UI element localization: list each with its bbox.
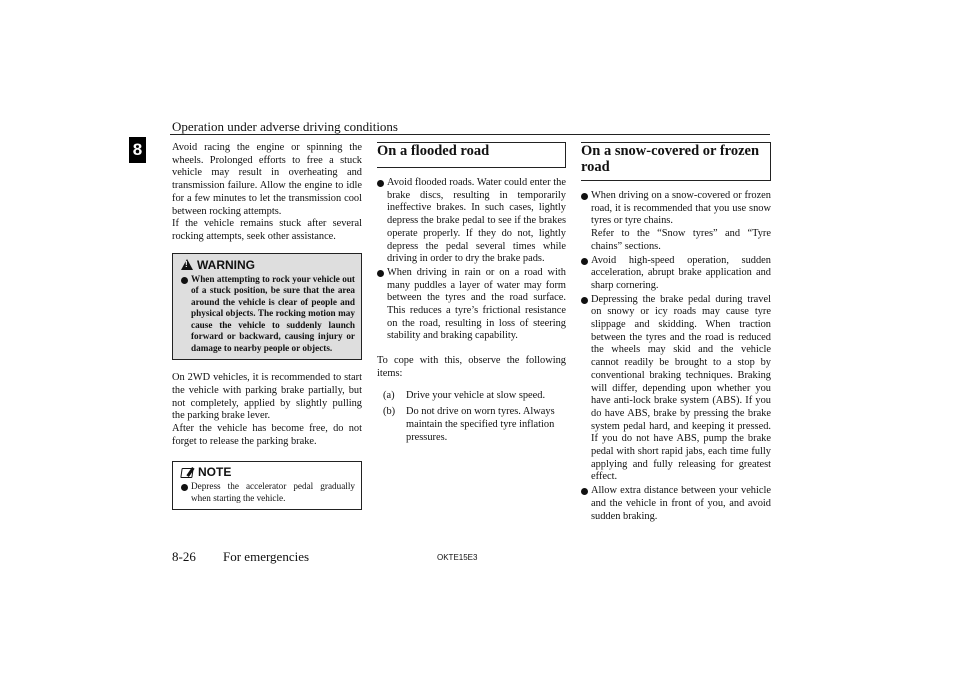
document-code: OKTE15E3: [437, 553, 478, 562]
footer-chapter: For emergencies: [223, 549, 310, 564]
column-middle: [377, 142, 566, 444]
chapter-tab: 8: [129, 137, 146, 163]
page-header: Operation under adverse driving conditions: [172, 119, 398, 134]
section-heading-flooded-road: On a flooded road: [377, 142, 566, 168]
bullet-icon: [581, 193, 588, 200]
enumerated-item: (b) Do not drive on worn tyres. Always maintain the specified tyre inflation pressures.: [383, 406, 555, 443]
column-right: [581, 142, 771, 523]
bullet-icon: [181, 277, 188, 284]
list-item: Allow extra distance between your vehicle and the vehicle in front of you, and avoid sudden braking.: [581, 485, 771, 523]
bullet-icon: [581, 258, 588, 265]
note-title: NOTE: [181, 465, 355, 479]
paragraph: If the vehicle remains stuck after several rocking attempts, seek other assistance.: [172, 218, 362, 242]
list-item: When driving in rain or on a road with many puddles a layer of water may form between the tyres and the road surface. This reduces a tyre’s frictional resistance on the road, resulting in loss of steering stability and braking capability.: [377, 267, 566, 343]
bullet-icon: [581, 488, 588, 495]
section-heading-snow-road: On a snow-covered or frozen road: [581, 142, 771, 181]
list-item: Avoid high-speed operation, sudden acceleration, abrupt brake application and sharp cornering.: [581, 255, 771, 293]
warning-title: !WARNING: [181, 258, 355, 272]
bullet-icon: [181, 484, 188, 491]
column-left: [172, 142, 362, 510]
bullet-icon: [377, 270, 384, 277]
bullet-icon: [581, 297, 588, 304]
paragraph: After the vehicle has become free, do not forget to release the parking brake.: [172, 422, 362, 447]
paragraph: Avoid racing the engine or spinning the wheels. Prolonged efforts to free a stuck vehicle may result in overheating and transmission failure. Allow the engine to idle for a few minutes to let the transmission cool between rocking attempts.: [172, 142, 362, 217]
enumerated-item: (a) Drive your vehicle at slow speed.: [383, 389, 546, 401]
paragraph: On 2WD vehicles, it is recommended to start the vehicle with parking brake partially, but not completely, applied by slightly pulling the parking brake lever.: [172, 372, 362, 422]
warning-item: When attempting to rock your vehicle out of a stuck position, be sure that the area around the vehicle is clear of people and physical objects. The rocking motion may cause the vehicle to suddenly launch forward or backward, causing injury or damage to nearby people or objects.: [181, 274, 355, 355]
page-number: 8-26: [172, 549, 196, 564]
bullet-icon: [377, 180, 384, 187]
list-item: Depressing the brake pedal during travel on snowy or icy roads may cause tyre slippage and skidding. When traction between the tyres and the road is reduced the wheels may skid and the vehicle cannot readily be brought to a stop by conventional braking techniques. Braking will differ, depending upon whether you have anti-lock brake system (ABS). If you do have ABS, brake by pressing the brake system pedal hard, and keeping it pressed. If you do not have ABS, pump the brake pedal with short rapid jabs, each time fully applying and fully releasing for greatest effect.: [581, 294, 771, 485]
list-item: When driving on a snow-covered or frozen road, it is recommended that you use snow tyres or tyre chains. Refer to the “Snow tyres” and “Tyre chains” sections.: [581, 190, 771, 254]
pencil-note-icon: [181, 467, 195, 477]
note-item: Depress the accelerator pedal gradually when starting the vehicle.: [181, 481, 355, 504]
list-item: Avoid flooded roads. Water could enter the brake discs, resulting in temporarily ineffective brakes. In such cases, lightly depress the brake pedal to see if the brakes operate properly. If they do not, lightly depress the pedal several times while driving in order to dry the brake pads.: [377, 177, 566, 266]
warning-triangle-icon: [181, 259, 193, 270]
warning-box: [172, 253, 362, 361]
header-rule: [170, 134, 770, 135]
note-box: [172, 461, 362, 510]
paragraph: To cope with this, observe the following items:: [377, 355, 566, 379]
